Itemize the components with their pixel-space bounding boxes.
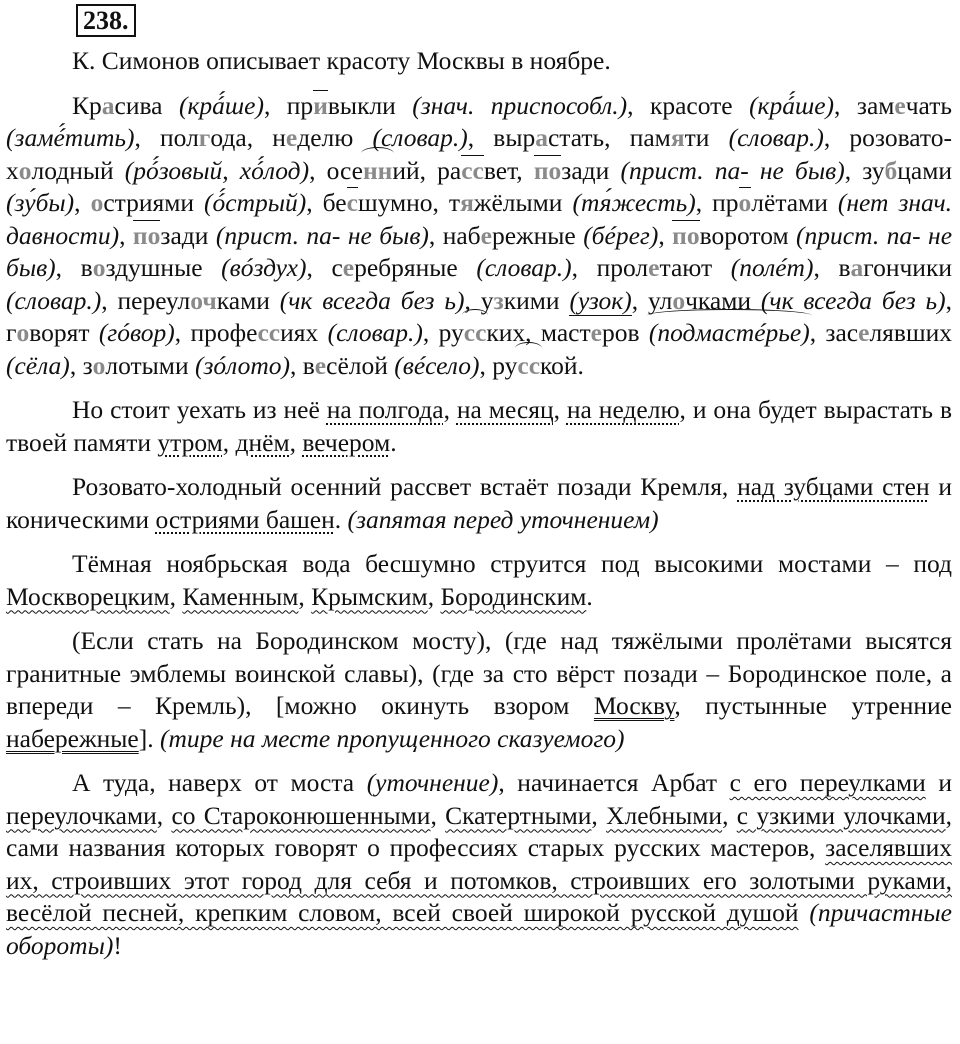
- paragraph-adverbials: Но стоит уехать из неё на полгода, на месяц, на неделю, и она будет вырастать в твоей памяти утром, днём, вечером.: [6, 395, 953, 457]
- attribute: Хлебными: [606, 800, 723, 830]
- check-word: (чк всегда без ь): [760, 285, 946, 315]
- check-word: (прист. па- не быв): [6, 220, 953, 282]
- paragraph-complex-sentence: (Если стать на Бородинском мосту), (где над тяжёлыми пролётами высятся гранитные эмблемы воинской славы), (где за сто вёрст позади – Бородинское поле, а впереди – Кремль), [можно окинуть взором Москву, пустынные утренние набережные]. (тире на месте пропущенного сказуемого): [6, 626, 952, 753]
- check-word: (прист. па- не быв): [215, 220, 429, 250]
- exercise-number: 238.: [76, 4, 136, 37]
- attribute: Крымским: [311, 581, 428, 611]
- check-word: (словар.): [728, 123, 824, 152]
- adverbial: вечером: [302, 427, 391, 457]
- participial-phrase: заселявших их, строивших этот город для себя и потомков, строивших его золотыми руками, весёлой песней, крепким словом, всей своей широкой русской душой: [6, 833, 952, 927]
- check-word: (вóздух): [221, 253, 307, 282]
- attribute: Бородинским: [440, 581, 587, 611]
- grammar-note: (запятая перед уточнением): [347, 504, 659, 534]
- morpheme-root-mark: сс: [464, 318, 487, 347]
- check-word: (словар.): [476, 253, 572, 282]
- adverbial: на неделю: [566, 395, 680, 424]
- attribute: Москворецким: [6, 581, 170, 611]
- attribute: с его переулками: [729, 768, 926, 797]
- grammar-note: (причастные обороты): [6, 898, 953, 960]
- attribute: переулочками: [6, 800, 157, 830]
- attribute: Каменным: [182, 581, 299, 611]
- paragraph-clarification: Розовато-холодный осенний рассвет встаёт позади Кремля, над зубцами стен и коническими остриями башен. (запятая перед уточнением): [6, 472, 952, 534]
- check-word: (рó́зовый, хó́лод): [124, 155, 310, 185]
- check-word: (знач. приспособл.): [412, 90, 628, 120]
- check-word: (вéсело): [394, 350, 480, 380]
- paragraph-bridges: Тёмная ноябрьская вода бесшумно струится под высокими мостами – под Москворецким, Каменным, Крымским, Бородинским.: [6, 549, 952, 611]
- paragraph-orthograms: Красива (крá́ше), привыкли (знач. приспособл.), красоте (крá́ше), замечать (замé́тить), полгода, неделю (словар.), вырастать, памяти (словар.), розовато-холодный (рó́зовый, хó́лод), осенн ий, рассвет, позади (прист. па- не быв), зубцами (зу́бы), остриями (ó́стрый), бесшумно, тяжёлыми (тя́жесть), пролётами (нет знач. давности), позади (прист. па- не быв), набережные (бéрег), поворотом (прист. па- не быв), воздушные (вóздух), серебряные (словар.), пролетают (полéт), вагончики (словар.), переулочками (чк всегда без ь), узкими (узок), улочками (чк всегда без ь), говорят (гóвор), профессиях (словар.), русс ких, мастеров (подмастéрье) , заселявших (сёла), золотыми (зóлото), весёлой (вéсело), русс кой.: [6, 90, 953, 380]
- paragraph-arbat: А туда, наверх от моста (уточнение), начинается Арбат с его переулками и переулочками, со Староконюшенными, Скатертными, Хлебными, с узкими улочками, сами названия которых говорят о профессиях старых русских мастеров, заселявших их, строивших этот город для себя и потомков, строивших его золотыми руками, весёлой песней, крепким словом, всей своей широкой русской душой (причастные обороты)!: [6, 768, 953, 960]
- grammar-note: (тире на месте пропущенного сказуемого): [159, 723, 625, 753]
- check-word: (бéрег): [583, 220, 659, 250]
- adverbial: на месяц: [456, 395, 554, 424]
- attribute: Скатертными: [445, 800, 592, 830]
- grammar-note: (уточнение): [366, 768, 499, 797]
- attribute: с узкими улочками: [736, 800, 946, 830]
- check-word: (полéт): [730, 253, 814, 282]
- adverbial: днём: [235, 427, 290, 457]
- check-word: (прист. па- не быв): [620, 155, 845, 185]
- check-word: (замé́тить): [6, 123, 135, 152]
- check-word: (чк всегда без ь): [279, 285, 465, 315]
- check-word: (нет знач. давности): [6, 188, 953, 250]
- morpheme-root-mark: нн: [363, 156, 392, 185]
- object: Москву: [593, 691, 675, 720]
- adverbial: утром: [157, 427, 223, 457]
- check-word: (гóвор): [98, 318, 175, 347]
- check-word: (зу́бы): [6, 188, 75, 217]
- adverbial: на полгода: [326, 395, 444, 424]
- check-word: (зóлото): [194, 350, 290, 380]
- attribute: со Староконюшенными: [171, 800, 431, 830]
- check-word: (словар.): [6, 285, 102, 315]
- check-word: (словар.): [327, 318, 423, 347]
- check-word: (ó́стрый): [204, 188, 307, 217]
- check-word: (сёла): [6, 350, 70, 380]
- check-word: (словар.): [372, 123, 468, 152]
- adverbial: над зубцами стен: [737, 472, 930, 501]
- adverbial: остриями башен: [155, 504, 335, 534]
- morpheme-root-mark: сс: [517, 351, 540, 380]
- object: набережные: [6, 723, 139, 753]
- check-word: (крá́ше): [178, 90, 264, 120]
- check-word: (узок): [569, 285, 632, 315]
- intro-sentence: К. Симонов описывает красоту Москвы в ноябре.: [72, 46, 611, 75]
- check-word: (крá́ше): [749, 90, 835, 120]
- check-word: (подмастéрье): [649, 318, 810, 347]
- check-word: (тя́жесть): [572, 188, 696, 217]
